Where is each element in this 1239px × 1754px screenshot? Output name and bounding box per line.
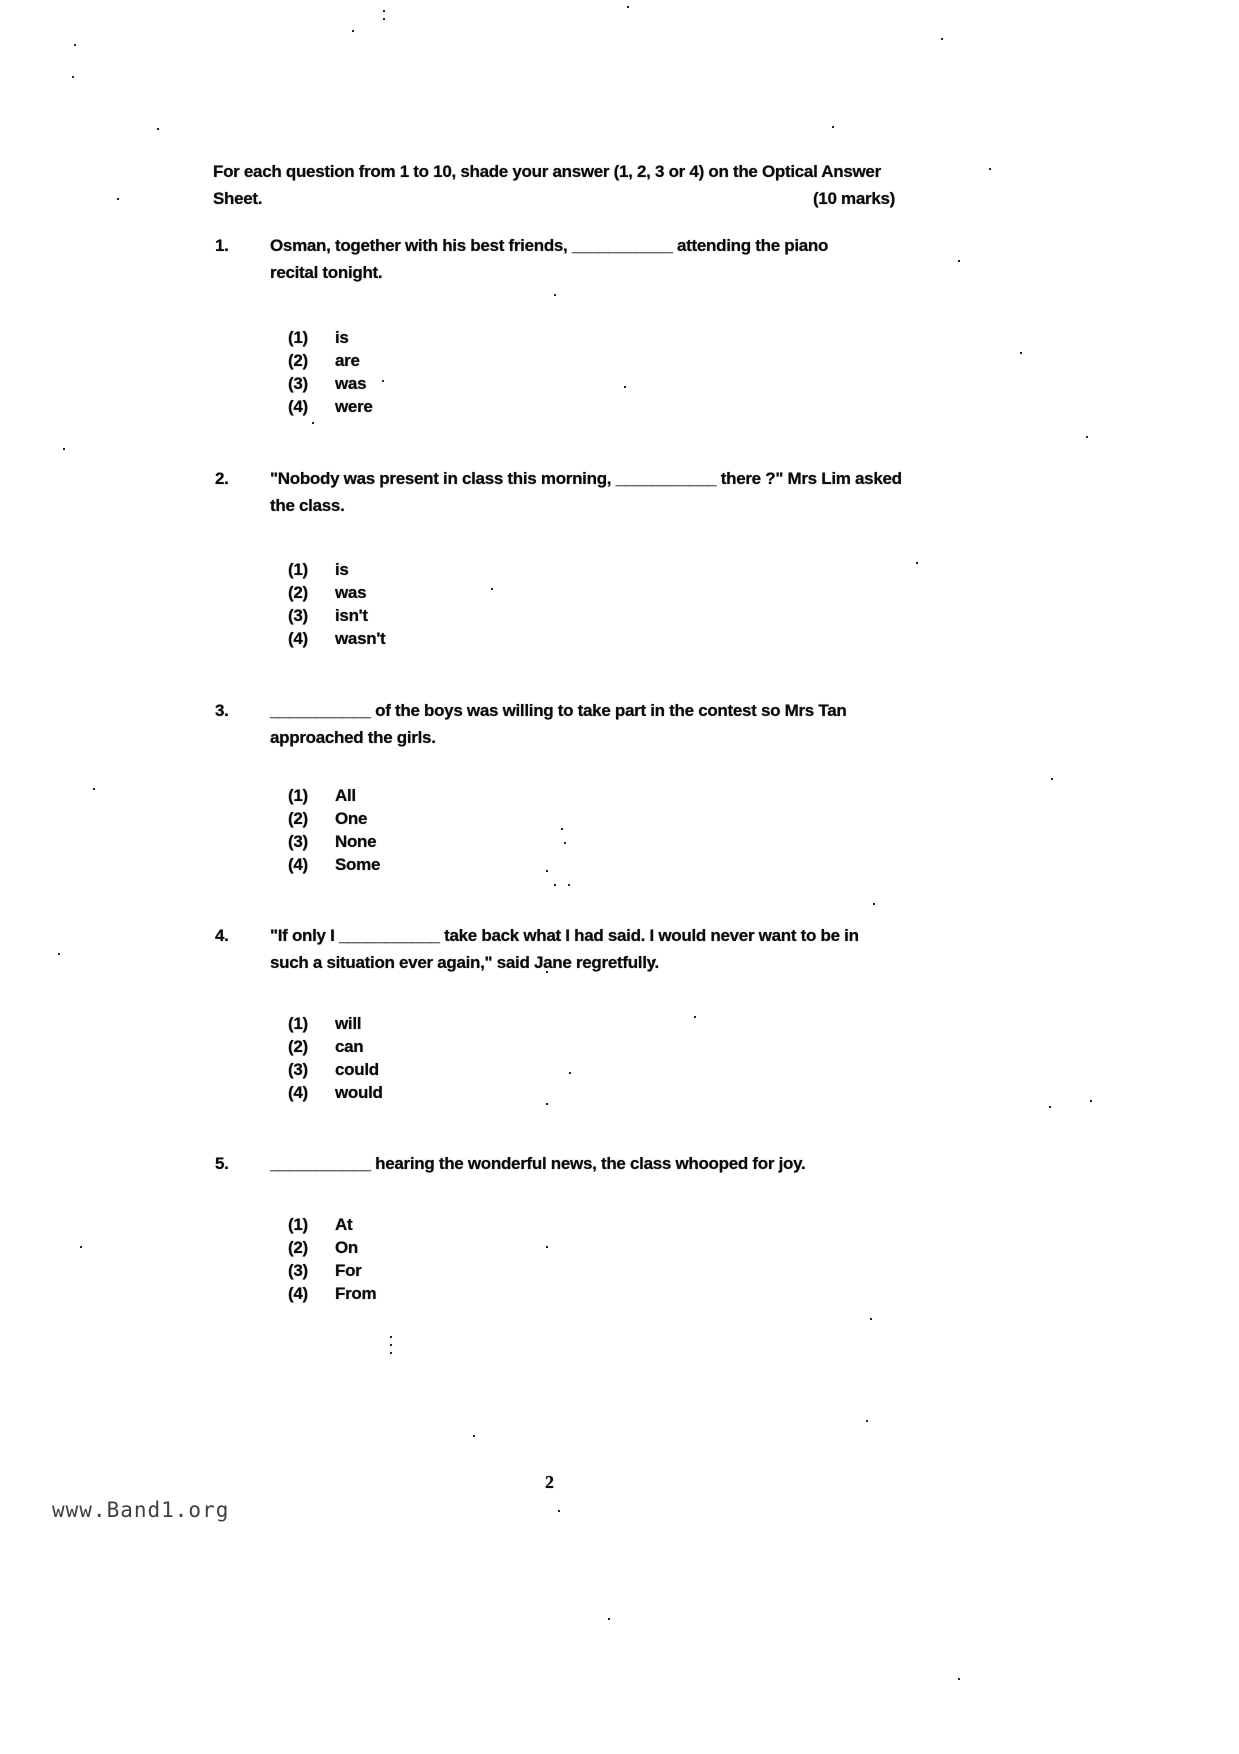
option-label: can: [335, 1037, 364, 1056]
option-number: (3): [288, 1060, 308, 1079]
question-5-number: 5.: [215, 1154, 229, 1173]
option-number: (3): [288, 1261, 308, 1280]
option-number: (3): [288, 606, 308, 625]
option-label: would: [335, 1083, 383, 1102]
option-label: For: [335, 1261, 362, 1280]
question-2: [215, 465, 905, 519]
option-row: [288, 395, 373, 418]
option-number: (1): [288, 786, 308, 805]
option-number: (3): [288, 374, 308, 393]
option-label: None: [335, 832, 377, 851]
option-label: are: [335, 351, 360, 370]
question-2-text: [270, 465, 905, 519]
question-3-line-1: ___________ of the boys was willing to take part in the contest so Mrs Tan: [270, 701, 847, 720]
option-row: [288, 1058, 383, 1081]
option-row: [288, 604, 385, 627]
option-row: [288, 1012, 383, 1035]
option-row: [288, 1259, 376, 1282]
question-2-options: [288, 558, 385, 650]
option-number: (2): [288, 1037, 308, 1056]
option-label: At: [335, 1215, 353, 1234]
option-label: wasn't: [335, 629, 386, 648]
question-1-line-2: recital tonight.: [270, 263, 383, 282]
question-4-number: 4.: [215, 926, 229, 945]
option-number: (4): [288, 855, 308, 874]
option-row: [288, 1213, 376, 1236]
question-5-line-1: ___________ hearing the wonderful news, the class whooped for joy.: [270, 1154, 806, 1173]
watermark: www.Band1.org: [52, 1498, 230, 1522]
option-label: is: [335, 328, 349, 347]
page-number: 2: [545, 1472, 554, 1492]
question-4-line-1: "If only I ___________ take back what I had said. I would never want to be in: [270, 926, 859, 945]
option-number: (4): [288, 1284, 308, 1303]
instructions-line-1: For each question from 1 to 10, shade your answer (1, 2, 3 or 4) on the Optical Answer: [213, 162, 881, 181]
question-5: [215, 1150, 905, 1177]
option-row: [288, 853, 380, 876]
option-number: (2): [288, 809, 308, 828]
question-3-number: 3.: [215, 701, 229, 720]
option-label: From: [335, 1284, 377, 1303]
question-3-line-2: approached the girls.: [270, 728, 436, 747]
question-4-text: [270, 922, 905, 976]
question-1-options: [288, 326, 373, 418]
question-4: [215, 922, 905, 976]
option-label: will: [335, 1014, 362, 1033]
option-number: (2): [288, 583, 308, 602]
question-3-text: [270, 697, 905, 751]
option-row: [288, 830, 380, 853]
question-3-options: [288, 784, 380, 876]
option-row: [288, 581, 385, 604]
question-5-text: [270, 1150, 905, 1177]
option-label: One: [335, 809, 368, 828]
option-label: All: [335, 786, 356, 805]
option-number: (2): [288, 1238, 308, 1257]
option-number: (2): [288, 351, 308, 370]
option-label: could: [335, 1060, 379, 1079]
question-4-options: [288, 1012, 383, 1104]
option-number: (1): [288, 1215, 308, 1234]
marks-label: (10 marks): [812, 189, 895, 208]
option-label: Some: [335, 855, 381, 874]
option-number: (1): [288, 560, 308, 579]
option-row: [288, 372, 373, 395]
option-number: (4): [288, 1083, 308, 1102]
option-row: [288, 1081, 383, 1104]
question-1-text: [270, 232, 905, 286]
option-label: was: [335, 374, 367, 393]
option-row: [288, 558, 385, 581]
option-label: isn't: [335, 606, 368, 625]
option-number: (1): [288, 328, 308, 347]
option-number: (1): [288, 1014, 308, 1033]
option-row: [288, 807, 380, 830]
option-number: (3): [288, 832, 308, 851]
question-4-line-2: such a situation ever again," said Jane regretfully.: [270, 953, 659, 972]
option-label: On: [335, 1238, 359, 1257]
question-2-line-1: "Nobody was present in class this morning, ___________ there ?" Mrs Lim asked: [270, 469, 902, 488]
option-number: (4): [288, 629, 308, 648]
option-row: [288, 1282, 376, 1305]
question-1-number: 1.: [215, 236, 229, 255]
option-number: (4): [288, 397, 308, 416]
question-1: [215, 232, 905, 286]
option-row: [288, 1035, 383, 1058]
question-1-line-1: Osman, together with his best friends, ___________ attending the piano: [270, 236, 829, 255]
option-row: [288, 627, 385, 650]
option-label: is: [335, 560, 349, 579]
option-row: [288, 1236, 376, 1259]
option-label: were: [335, 397, 373, 416]
option-row: [288, 326, 373, 349]
question-5-options: [288, 1213, 376, 1305]
option-row: [288, 349, 373, 372]
question-2-number: 2.: [215, 469, 229, 488]
question-3: [215, 697, 905, 751]
option-label: was: [335, 583, 367, 602]
option-row: [288, 784, 380, 807]
instructions-block: [213, 158, 895, 212]
question-2-line-2: the class.: [270, 496, 345, 515]
scan-noise-specks: [0, 0, 2, 2]
instructions-line-2: Sheet.: [213, 189, 263, 208]
